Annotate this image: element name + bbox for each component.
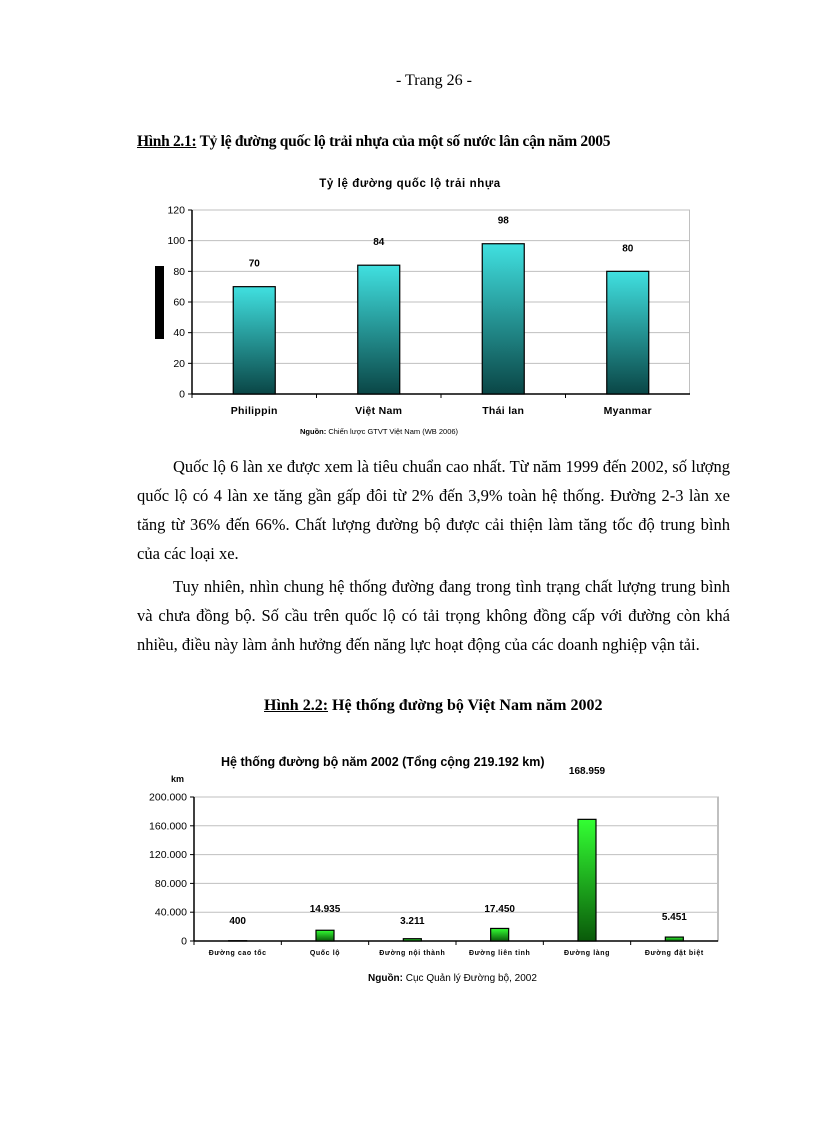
chart-2-y-axis-label: km: [171, 774, 185, 784]
c2-x-tick-label: Đường cao tốc: [208, 950, 267, 957]
c1-x-tick-label: Philippin: [230, 405, 278, 417]
c2-y-tick-label: 120.000: [149, 849, 187, 862]
c2-y-tick-label: 160.000: [149, 820, 187, 833]
chart-1-title: Tỷ lệ đường quốc lộ trải nhựa: [319, 178, 501, 190]
chart-2-title: Hệ thống đường bộ năm 2002 (Tổng cộng 219.192 km): [221, 755, 545, 769]
c1-bar: [233, 287, 275, 394]
c2-data-label: 168.959: [568, 766, 606, 777]
c2-data-label: 5.451: [661, 912, 687, 923]
c1-data-label: 98: [497, 215, 509, 227]
figure-2-caption-text: Hệ thống đường bộ Việt Nam năm 2002: [328, 697, 603, 714]
c2-bar: [403, 939, 421, 941]
c2-bar: [665, 937, 683, 941]
figure-2-label: Hình 2.2:: [264, 697, 329, 714]
c2-y-tick-label: 200.000: [149, 791, 187, 804]
figure-1-label: Hình 2.1:: [137, 133, 197, 150]
c1-data-label: 84: [373, 237, 385, 249]
paragraph-1: Quốc lộ 6 làn xe được xem là tiêu chuẩn cao nhất. Từ năm 1999 đến 2002, số lượng quốc lộ có 4 làn xe tăng gần gấp đôi từ 2% đến 3,9% toàn hệ thống. Đường 2-3 làn xe tăng từ 36% đến 66%. Chất lượng đường bộ được cải thiện làm tăng tốc độ trung bình của các loại xe.: [137, 457, 730, 563]
c1-y-tick-label: 60: [173, 296, 185, 309]
c2-bar: [316, 930, 334, 941]
c2-plot-area: [194, 797, 718, 941]
c1-bar: [358, 265, 400, 394]
c2-bar: [578, 819, 596, 941]
c2-data-label: 400: [229, 916, 247, 927]
c1-data-label: 70: [248, 258, 260, 270]
c2-x-tick-label: Đường liên tỉnh: [468, 950, 531, 957]
c2-data-label: 14.935: [309, 904, 341, 915]
chart-paved-road-ratio: [150, 168, 690, 440]
c1-bar: [607, 271, 649, 394]
c1-data-label: 80: [622, 243, 634, 255]
chart-road-system-2002: [136, 748, 736, 988]
c2-y-tick-label: 0: [181, 935, 187, 948]
chart-2-source: Nguồn: Cục Quản lý Đường bộ, 2002: [368, 973, 537, 984]
paragraph-2: Tuy nhiên, nhìn chung hệ thống đường đang trong tình trạng chất lượng trung bình và chưa đồng bộ. Số cầu trên quốc lộ có tải trọng không đồng cấp với đường còn khá nhiều, điều này làm ảnh hưởng đến năng lực hoạt động của các doanh nghiệp vận tải.: [137, 577, 730, 654]
c1-x-tick-label: Myanmar: [603, 405, 652, 417]
c1-x-tick-label: Việt Nam: [355, 405, 403, 417]
c2-y-tick-label: 40.000: [154, 906, 187, 919]
c2-x-tick-label: Đường đặt biệt: [644, 950, 704, 957]
c2-data-label: 17.450: [484, 904, 515, 915]
chart-1-axis-marker: [155, 266, 164, 339]
c2-x-tick-label: Đường nội thành: [379, 950, 446, 957]
c1-bar: [482, 244, 524, 394]
c2-y-tick-label: 80.000: [154, 877, 187, 890]
c1-x-tick-label: Thái lan: [482, 405, 525, 417]
c2-bar: [491, 928, 509, 941]
c1-y-tick-label: 40: [173, 327, 185, 340]
figure-1-caption-text: Tỷ lệ đường quốc lộ trải nhựa của một số nước lân cận năm 2005: [196, 133, 611, 150]
c1-y-tick-label: 80: [173, 265, 185, 278]
c1-y-tick-label: 20: [173, 357, 185, 370]
figure-2-caption: [264, 697, 603, 715]
c1-y-tick-label: 120: [167, 204, 185, 217]
c1-y-tick-label: 0: [179, 388, 185, 401]
chart-1-source: Nguồn: Chiến lược GTVT Việt Nam (WB 2006): [300, 427, 459, 436]
c2-x-tick-label: Đường làng: [564, 950, 610, 957]
c2-data-label: 3.211: [400, 916, 425, 927]
figure-1-caption: [137, 133, 610, 151]
page-number: - Trang 26 -: [395, 72, 472, 89]
c1-y-tick-label: 100: [167, 235, 185, 248]
c2-x-tick-label: Quốc lộ: [309, 950, 341, 957]
